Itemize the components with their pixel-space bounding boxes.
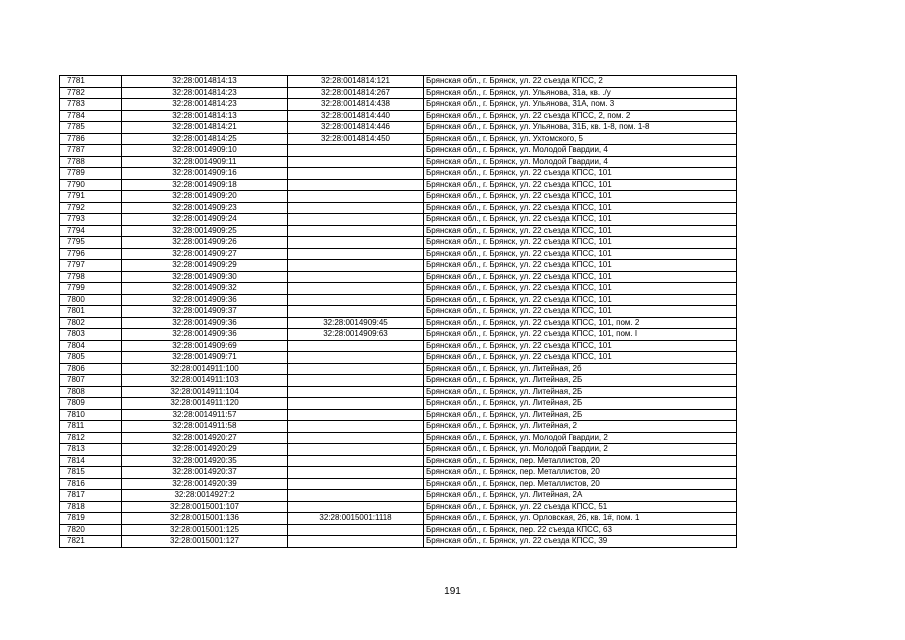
- address-cell: Брянская обл., г. Брянск, ул. Молодой Гвардии, 4: [424, 156, 737, 168]
- row-number-cell: 7792: [60, 202, 122, 214]
- object-number-cell: 32:28:0015001:1118: [288, 513, 424, 525]
- table-row: [60, 340, 737, 352]
- object-number-cell: [288, 214, 424, 226]
- table-row: [60, 421, 737, 433]
- address-cell: Брянская обл., г. Брянск, пер. 22 съезда КПСС, 63: [424, 524, 737, 536]
- table-row: [60, 294, 737, 306]
- row-number-cell: 7811: [60, 421, 122, 433]
- cadastral-table-body: [60, 76, 737, 548]
- row-number-cell: 7783: [60, 99, 122, 111]
- parcel-number-cell: 32:28:0014909:11: [122, 156, 288, 168]
- table-row: [60, 524, 737, 536]
- parcel-number-cell: 32:28:0015001:127: [122, 536, 288, 548]
- object-number-cell: [288, 294, 424, 306]
- table-row: [60, 444, 737, 456]
- address-cell: Брянская обл., г. Брянск, ул. 22 съезда КПСС, 39: [424, 536, 737, 548]
- address-cell: Брянская обл., г. Брянск, ул. 22 съезда КПСС, 101: [424, 179, 737, 191]
- table-row: [60, 76, 737, 88]
- row-number-cell: 7816: [60, 478, 122, 490]
- object-number-cell: [288, 191, 424, 203]
- table-row: [60, 375, 737, 387]
- table-row: [60, 467, 737, 479]
- table-row: [60, 283, 737, 295]
- table-row: [60, 214, 737, 226]
- row-number-cell: 7818: [60, 501, 122, 513]
- table-row: [60, 352, 737, 364]
- object-number-cell: [288, 340, 424, 352]
- address-cell: Брянская обл., г. Брянск, ул. 22 съезда КПСС, 101: [424, 214, 737, 226]
- parcel-number-cell: 32:28:0014814:25: [122, 133, 288, 145]
- parcel-number-cell: 32:28:0014814:21: [122, 122, 288, 134]
- parcel-number-cell: 32:28:0014909:36: [122, 294, 288, 306]
- parcel-number-cell: 32:28:0014909:24: [122, 214, 288, 226]
- address-cell: Брянская обл., г. Брянск, ул. Ульянова, 31А, пом. 3: [424, 99, 737, 111]
- address-cell: Брянская обл., г. Брянск, пер. Металлистов, 20: [424, 467, 737, 479]
- object-number-cell: 32:28:0014909:63: [288, 329, 424, 341]
- address-cell: Брянская обл., г. Брянск, ул. Молодой Гвардии, 4: [424, 145, 737, 157]
- row-number-cell: 7791: [60, 191, 122, 203]
- address-cell: Брянская обл., г. Брянск, ул. Орловская, 26, кв. 1#, пом. 1: [424, 513, 737, 525]
- row-number-cell: 7795: [60, 237, 122, 249]
- table-row: [60, 99, 737, 111]
- object-number-cell: [288, 421, 424, 433]
- table-row: [60, 248, 737, 260]
- address-cell: Брянская обл., г. Брянск, ул. Молодой Гвардии, 2: [424, 444, 737, 456]
- parcel-number-cell: 32:28:0014909:27: [122, 248, 288, 260]
- address-cell: Брянская обл., г. Брянск, пер. Металлистов, 20: [424, 478, 737, 490]
- object-number-cell: [288, 490, 424, 502]
- table-row: [60, 237, 737, 249]
- parcel-number-cell: 32:28:0014920:39: [122, 478, 288, 490]
- table-row: [60, 133, 737, 145]
- parcel-number-cell: 32:28:0014909:32: [122, 283, 288, 295]
- parcel-number-cell: 32:28:0015001:136: [122, 513, 288, 525]
- parcel-number-cell: 32:28:0014927:2: [122, 490, 288, 502]
- row-number-cell: 7809: [60, 398, 122, 410]
- address-cell: Брянская обл., г. Брянск, ул. 22 съезда КПСС, 101, пом. 2: [424, 317, 737, 329]
- parcel-number-cell: 32:28:0014920:35: [122, 455, 288, 467]
- parcel-number-cell: 32:28:0014920:27: [122, 432, 288, 444]
- table-row: [60, 329, 737, 341]
- object-number-cell: [288, 283, 424, 295]
- object-number-cell: [288, 352, 424, 364]
- object-number-cell: [288, 536, 424, 548]
- row-number-cell: 7796: [60, 248, 122, 260]
- parcel-number-cell: 32:28:0014909:36: [122, 317, 288, 329]
- address-cell: Брянская обл., г. Брянск, ул. Молодой Гвардии, 2: [424, 432, 737, 444]
- table-row: [60, 398, 737, 410]
- cadastral-table: [59, 75, 737, 548]
- object-number-cell: [288, 202, 424, 214]
- parcel-number-cell: 32:28:0014814:23: [122, 87, 288, 99]
- parcel-number-cell: 32:28:0014909:23: [122, 202, 288, 214]
- row-number-cell: 7799: [60, 283, 122, 295]
- parcel-number-cell: 32:28:0014909:26: [122, 237, 288, 249]
- address-cell: Брянская обл., г. Брянск, ул. Ухтомского, 5: [424, 133, 737, 145]
- row-number-cell: 7805: [60, 352, 122, 364]
- row-number-cell: 7798: [60, 271, 122, 283]
- table-row: [60, 87, 737, 99]
- table-row: [60, 501, 737, 513]
- address-cell: Брянская обл., г. Брянск, ул. 22 съезда КПСС, 101: [424, 283, 737, 295]
- address-cell: Брянская обл., г. Брянск, ул. Литейная, 2: [424, 421, 737, 433]
- object-number-cell: [288, 467, 424, 479]
- row-number-cell: 7784: [60, 110, 122, 122]
- object-number-cell: [288, 409, 424, 421]
- row-number-cell: 7806: [60, 363, 122, 375]
- row-number-cell: 7814: [60, 455, 122, 467]
- table-row: [60, 122, 737, 134]
- object-number-cell: [288, 271, 424, 283]
- row-number-cell: 7803: [60, 329, 122, 341]
- row-number-cell: 7785: [60, 122, 122, 134]
- object-number-cell: [288, 501, 424, 513]
- parcel-number-cell: 32:28:0014909:16: [122, 168, 288, 180]
- parcel-number-cell: 32:28:0014909:36: [122, 329, 288, 341]
- row-number-cell: 7781: [60, 76, 122, 88]
- table-row: [60, 145, 737, 157]
- address-cell: Брянская обл., г. Брянск, ул. 22 съезда КПСС, 101: [424, 168, 737, 180]
- row-number-cell: 7815: [60, 467, 122, 479]
- row-number-cell: 7788: [60, 156, 122, 168]
- parcel-number-cell: 32:28:0014909:37: [122, 306, 288, 318]
- row-number-cell: 7820: [60, 524, 122, 536]
- row-number-cell: 7812: [60, 432, 122, 444]
- address-cell: Брянская обл., г. Брянск, ул. Литейная, 2Б: [424, 398, 737, 410]
- table-row: [60, 317, 737, 329]
- address-cell: Брянская обл., г. Брянск, ул. 22 съезда КПСС, 51: [424, 501, 737, 513]
- parcel-number-cell: 32:28:0014909:25: [122, 225, 288, 237]
- address-cell: Брянская обл., г. Брянск, ул. 22 съезда КПСС, 101: [424, 225, 737, 237]
- table-row: [60, 490, 737, 502]
- table-row: [60, 478, 737, 490]
- row-number-cell: 7802: [60, 317, 122, 329]
- table-row: [60, 110, 737, 122]
- address-cell: Брянская обл., г. Брянск, ул. 22 съезда КПСС, 101: [424, 306, 737, 318]
- table-row: [60, 156, 737, 168]
- address-cell: Брянская обл., г. Брянск, ул. 22 съезда КПСС, 101: [424, 191, 737, 203]
- object-number-cell: [288, 363, 424, 375]
- object-number-cell: 32:28:0014814:267: [288, 87, 424, 99]
- address-cell: Брянская обл., г. Брянск, ул. 22 съезда КПСС, 101: [424, 237, 737, 249]
- address-cell: Брянская обл., г. Брянск, ул. 22 съезда КПСС, 101: [424, 294, 737, 306]
- address-cell: Брянская обл., г. Брянск, ул. 22 съезда КПСС, 101: [424, 248, 737, 260]
- object-number-cell: 32:28:0014814:440: [288, 110, 424, 122]
- row-number-cell: 7808: [60, 386, 122, 398]
- object-number-cell: [288, 248, 424, 260]
- address-cell: Брянская обл., г. Брянск, ул. 22 съезда КПСС, 2: [424, 76, 737, 88]
- object-number-cell: [288, 386, 424, 398]
- address-cell: Брянская обл., г. Брянск, ул. 22 съезда КПСС, 101: [424, 260, 737, 272]
- table-row: [60, 260, 737, 272]
- table-row: [60, 225, 737, 237]
- parcel-number-cell: 32:28:0014920:29: [122, 444, 288, 456]
- address-cell: Брянская обл., г. Брянск, ул. 22 съезда КПСС, 101: [424, 340, 737, 352]
- address-cell: Брянская обл., г. Брянск, ул. Литейная, 2Б: [424, 409, 737, 421]
- row-number-cell: 7786: [60, 133, 122, 145]
- table-row: [60, 455, 737, 467]
- table-row: [60, 271, 737, 283]
- parcel-number-cell: 32:28:0014920:37: [122, 467, 288, 479]
- parcel-number-cell: 32:28:0014814:13: [122, 110, 288, 122]
- page-number: 191: [444, 586, 461, 597]
- address-cell: Брянская обл., г. Брянск, ул. Литейная, 2Б: [424, 386, 737, 398]
- object-number-cell: [288, 455, 424, 467]
- address-cell: Брянская обл., г. Брянск, ул. Литейная, 2б: [424, 363, 737, 375]
- object-number-cell: [288, 432, 424, 444]
- table-row: [60, 363, 737, 375]
- parcel-number-cell: 32:28:0014909:30: [122, 271, 288, 283]
- parcel-number-cell: 32:28:0014814:13: [122, 76, 288, 88]
- table-row: [60, 179, 737, 191]
- row-number-cell: 7790: [60, 179, 122, 191]
- table-row: [60, 386, 737, 398]
- address-cell: Брянская обл., г. Брянск, ул. 22 съезда КПСС, 101: [424, 352, 737, 364]
- object-number-cell: 32:28:0014814:450: [288, 133, 424, 145]
- address-cell: Брянская обл., г. Брянск, пер. Металлистов, 20: [424, 455, 737, 467]
- address-cell: Брянская обл., г. Брянск, ул. 22 съезда КПСС, 101: [424, 202, 737, 214]
- parcel-number-cell: 32:28:0014909:69: [122, 340, 288, 352]
- object-number-cell: [288, 398, 424, 410]
- row-number-cell: 7782: [60, 87, 122, 99]
- object-number-cell: [288, 168, 424, 180]
- row-number-cell: 7787: [60, 145, 122, 157]
- parcel-number-cell: 32:28:0015001:125: [122, 524, 288, 536]
- table-row: [60, 536, 737, 548]
- table-row: [60, 168, 737, 180]
- table-row: [60, 409, 737, 421]
- address-cell: Брянская обл., г. Брянск, ул. 22 съезда КПСС, 101: [424, 271, 737, 283]
- parcel-number-cell: 32:28:0014911:57: [122, 409, 288, 421]
- object-number-cell: [288, 444, 424, 456]
- parcel-number-cell: 32:28:0014911:120: [122, 398, 288, 410]
- object-number-cell: 32:28:0014909:45: [288, 317, 424, 329]
- parcel-number-cell: 32:28:0014909:29: [122, 260, 288, 272]
- parcel-number-cell: 32:28:0015001:107: [122, 501, 288, 513]
- object-number-cell: [288, 306, 424, 318]
- parcel-number-cell: 32:28:0014911:58: [122, 421, 288, 433]
- parcel-number-cell: 32:28:0014814:23: [122, 99, 288, 111]
- row-number-cell: 7821: [60, 536, 122, 548]
- table-row: [60, 306, 737, 318]
- object-number-cell: [288, 237, 424, 249]
- parcel-number-cell: 32:28:0014909:10: [122, 145, 288, 157]
- row-number-cell: 7797: [60, 260, 122, 272]
- row-number-cell: 7810: [60, 409, 122, 421]
- object-number-cell: [288, 156, 424, 168]
- parcel-number-cell: 32:28:0014911:103: [122, 375, 288, 387]
- row-number-cell: 7817: [60, 490, 122, 502]
- object-number-cell: [288, 260, 424, 272]
- address-cell: Брянская обл., г. Брянск, ул. Литейная, 2А: [424, 490, 737, 502]
- table-row: [60, 432, 737, 444]
- address-cell: Брянская обл., г. Брянск, ул. Литейная, 2Б: [424, 375, 737, 387]
- object-number-cell: [288, 145, 424, 157]
- parcel-number-cell: 32:28:0014909:71: [122, 352, 288, 364]
- object-number-cell: [288, 225, 424, 237]
- parcel-number-cell: 32:28:0014911:104: [122, 386, 288, 398]
- object-number-cell: [288, 179, 424, 191]
- row-number-cell: 7800: [60, 294, 122, 306]
- object-number-cell: 32:28:0014814:438: [288, 99, 424, 111]
- row-number-cell: 7793: [60, 214, 122, 226]
- row-number-cell: 7794: [60, 225, 122, 237]
- table-row: [60, 513, 737, 525]
- row-number-cell: 7813: [60, 444, 122, 456]
- address-cell: Брянская обл., г. Брянск, ул. Ульянова, 31а, кв. ./у: [424, 87, 737, 99]
- row-number-cell: 7801: [60, 306, 122, 318]
- object-number-cell: [288, 478, 424, 490]
- address-cell: Брянская обл., г. Брянск, ул. 22 съезда КПСС, 2, пом. 2: [424, 110, 737, 122]
- table-row: [60, 202, 737, 214]
- table-row: [60, 191, 737, 203]
- row-number-cell: 7819: [60, 513, 122, 525]
- object-number-cell: 32:28:0014814:121: [288, 76, 424, 88]
- object-number-cell: [288, 524, 424, 536]
- row-number-cell: 7789: [60, 168, 122, 180]
- parcel-number-cell: 32:28:0014909:20: [122, 191, 288, 203]
- address-cell: Брянская обл., г. Брянск, ул. 22 съезда КПСС, 101, пом. I: [424, 329, 737, 341]
- row-number-cell: 7804: [60, 340, 122, 352]
- parcel-number-cell: 32:28:0014911:100: [122, 363, 288, 375]
- object-number-cell: 32:28:0014814:446: [288, 122, 424, 134]
- address-cell: Брянская обл., г. Брянск, ул. Ульянова, 31Б, кв. 1-8, пом. 1-8: [424, 122, 737, 134]
- object-number-cell: [288, 375, 424, 387]
- row-number-cell: 7807: [60, 375, 122, 387]
- parcel-number-cell: 32:28:0014909:18: [122, 179, 288, 191]
